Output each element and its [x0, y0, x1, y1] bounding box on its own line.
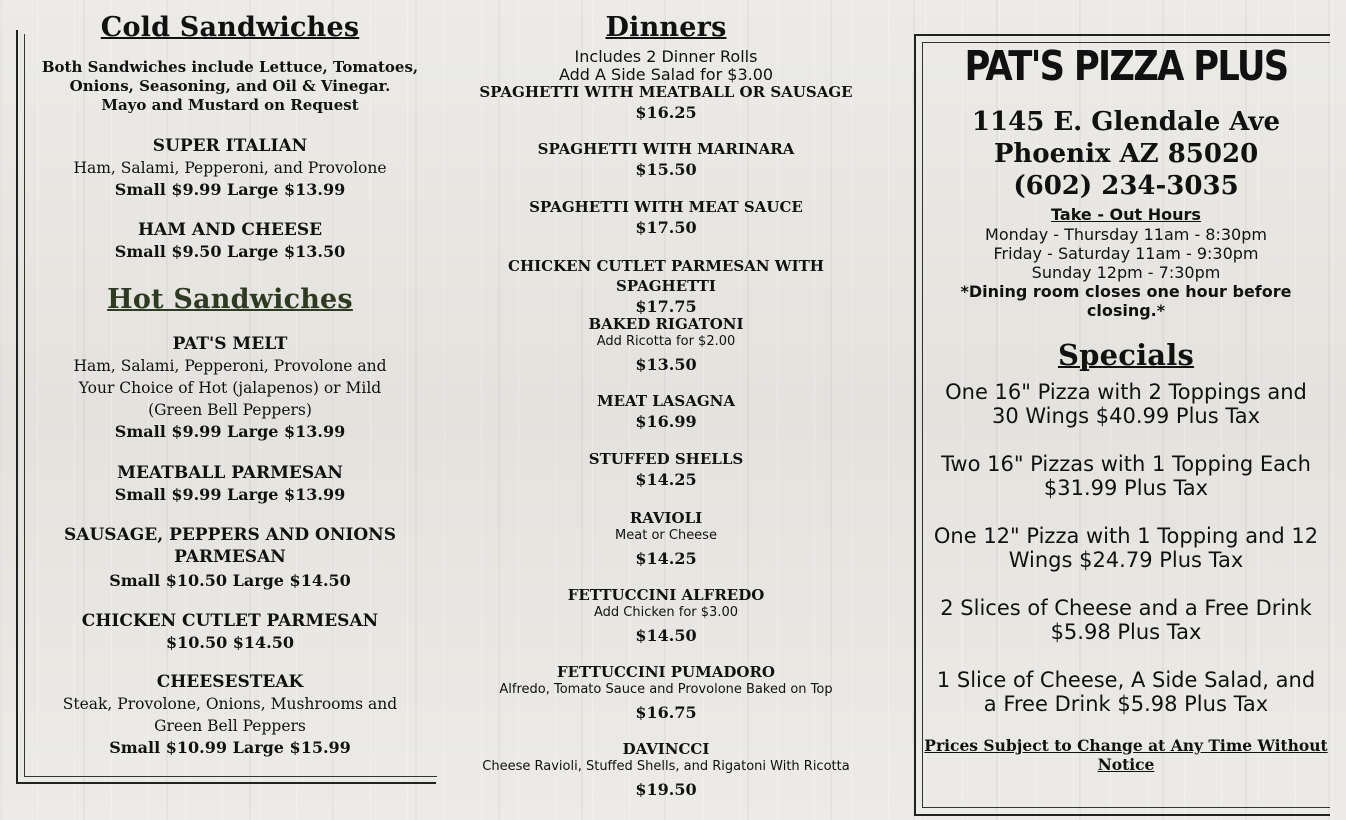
takeout-hours-label: Take - Out Hours	[1051, 205, 1201, 224]
dinner-item-spaghetti-meat-sauce: SPAGHETTI WITH MEAT SAUCE $17.50	[529, 198, 803, 237]
special-item: Two 16" Pizzas with 1 Topping Each $31.99 Plus Tax	[941, 452, 1311, 500]
dinner-item-spaghetti-marinara: SPAGHETTI WITH MARINARA $15.50	[537, 140, 795, 179]
dinners-heading: Dinners	[605, 12, 727, 43]
menu-item-sausage-peppers-onions: SAUSAGE, PEPPERS AND ONIONS PARMESAN Small $10.50 Large $14.50	[64, 525, 396, 590]
dining-room-note: *Dining room closes one hour before closing.*	[960, 282, 1292, 320]
special-item: 1 Slice of Cheese, A Side Salad, and a Free Drink $5.98 Plus Tax	[936, 668, 1316, 716]
menu-item-meatball-parmesan: MEATBALL PARMESAN Small $9.99 Large $13.99	[114, 463, 346, 504]
menu-item-ham-and-cheese: HAM AND CHEESE Small $9.50 Large $13.50	[114, 220, 346, 261]
dinner-item-stuffed-shells: STUFFED SHELLS $14.25	[588, 450, 744, 489]
dinner-item-davincci: DAVINCCI Cheese Ravioli, Stuffed Shells, and Rigatoni With Ricotta $19.50	[482, 740, 850, 799]
special-item: 2 Slices of Cheese and a Free Drink $5.98 Plus Tax	[940, 596, 1312, 644]
dinners-intro: Includes 2 Dinner Rolls Add A Side Salad for $3.00	[558, 47, 774, 84]
special-item: One 16" Pizza with 2 Toppings and 30 Wings $40.99 Plus Tax	[945, 380, 1307, 428]
dinner-item-fettuccini-pumadoro: FETTUCCINI PUMADORO Alfredo, Tomato Sauce and Provolone Baked on Top $16.75	[499, 663, 833, 722]
hot-sandwiches-heading: Hot Sandwiches	[107, 284, 353, 315]
menu-item-pats-melt: PAT'S MELT Ham, Salami, Pepperoni, Provolone and Your Choice of Hot (jalapenos) or Mild (Green Bell Peppers) Small $9.99 Large $13.99	[73, 334, 387, 441]
price-disclaimer: Prices Subject to Change at Any Time Without Notice	[924, 736, 1328, 774]
cold-sandwiches-heading: Cold Sandwiches	[100, 12, 360, 43]
info-column	[924, 34, 1328, 812]
restaurant-logo: PAT'S PIZZA PLUS	[964, 42, 1288, 90]
dinner-item-ravioli: RAVIOLI Meat or Cheese $14.25	[615, 509, 717, 568]
menu-item-super-italian: SUPER ITALIAN Ham, Salami, Pepperoni, and Provolone Small $9.99 Large $13.99	[73, 136, 387, 199]
restaurant-address: 1145 E. Glendale Ave Phoenix AZ 85020 (602) 234-3035	[924, 106, 1328, 202]
special-item: One 12" Pizza with 1 Topping and 12 Wings $24.79 Plus Tax	[933, 524, 1319, 572]
dinner-item-baked-rigatoni: BAKED RIGATONI Add Ricotta for $2.00 $13.50	[588, 315, 744, 374]
specials-heading: Specials	[1057, 338, 1195, 372]
dinner-item-spaghetti-meatball: SPAGHETTI WITH MEATBALL OR SAUSAGE $16.25	[479, 83, 853, 122]
dinner-item-meat-lasagna: MEAT LASAGNA $16.99	[596, 392, 736, 431]
dinner-item-chicken-cutlet-spaghetti: CHICKEN CUTLET PARMESAN WITH SPAGHETTI $17.75	[508, 257, 824, 316]
phone-number: (602) 234-3035	[1013, 171, 1239, 201]
menu-item-chicken-cutlet-parmesan: CHICKEN CUTLET PARMESAN $10.50 $14.50	[81, 611, 379, 652]
cold-sandwiches-note: Both Sandwiches include Lettuce, Tomatoes, Onions, Seasoning, and Oil & Vinegar. Mayo and Mustard on Request	[41, 58, 419, 114]
takeout-hours: Monday - Thursday 11am - 8:30pm Friday - Saturday 11am - 9:30pm Sunday 12pm - 7:30pm	[985, 225, 1267, 282]
menu-item-cheesesteak: CHEESESTEAK Steak, Provolone, Onions, Mushrooms and Green Bell Peppers Small $10.99 Large $15.99	[62, 672, 398, 757]
dinner-item-fettuccini-alfredo: FETTUCCINI ALFREDO Add Chicken for $3.00 $14.50	[567, 586, 765, 645]
